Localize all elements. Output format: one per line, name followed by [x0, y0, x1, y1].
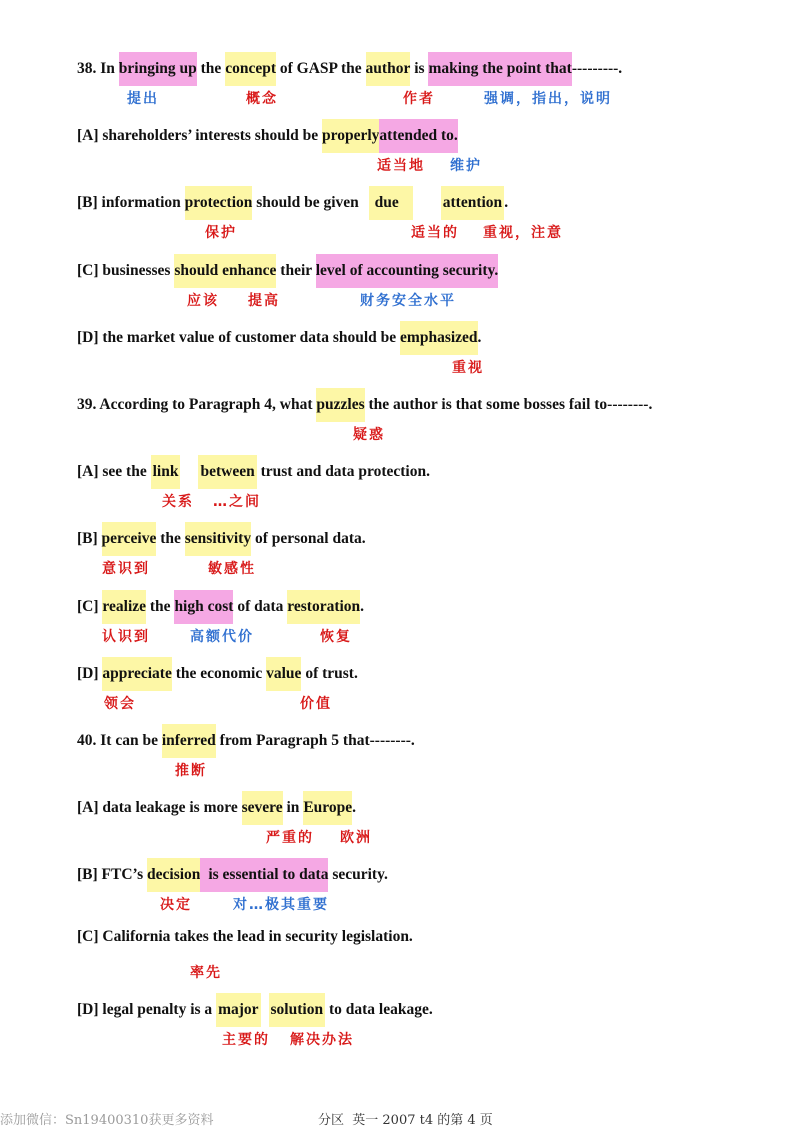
question-39-option-b [77, 522, 366, 556]
note-shidangde: 适当的 [411, 225, 459, 241]
highlight-concept: concept [225, 52, 276, 86]
note-linghui: 领会 [104, 696, 136, 712]
note-baohu: 保护 [205, 225, 237, 241]
question-39-option-c [77, 590, 364, 624]
highlight-between: between [198, 455, 256, 489]
note-shuaixian: 率先 [190, 965, 222, 981]
highlight-author: author [366, 52, 411, 86]
note-yinggai: 应该 [187, 293, 219, 309]
note-yanzhongde: 严重的 [266, 830, 314, 846]
note-jiqi-zhongyao: 对…极其重要 [233, 897, 329, 913]
text-segment: in [282, 799, 304, 816]
note-zhuyaode: 主要的 [222, 1032, 270, 1048]
note-zhijian: …之间 [213, 494, 261, 510]
text-segment: [C] businesses [77, 262, 175, 279]
note-guanxi: 关系 [162, 494, 194, 510]
text-segment: [A] data leakage is more [77, 799, 242, 816]
text-segment: the [146, 598, 175, 615]
note-jiazhi: 价值 [300, 696, 332, 712]
text-segment: 39. According to Paragraph 4, what [77, 396, 317, 413]
note-zuozhe: 作者 [403, 91, 435, 107]
question-38-option-d [77, 321, 481, 355]
highlight-should-enhance: should enhance [174, 254, 276, 288]
question-40-option-c [77, 926, 413, 948]
note-yihuo: 疑惑 [353, 427, 385, 443]
text-segment: of data [233, 598, 288, 615]
highlight-is-essential-to-data: is essential to data [200, 858, 328, 892]
highlight-attention: attention [441, 186, 504, 220]
note-weihu: 维护 [450, 158, 482, 174]
note-gainian: 概念 [246, 91, 278, 107]
text-segment: [C] California takes the lead in security legislation. [77, 928, 413, 945]
note-ouzhou: 欧洲 [340, 830, 372, 846]
text-segment: [D] the market value of customer data should be [77, 329, 401, 346]
note-yishidao: 意识到 [102, 561, 150, 577]
text-segment: . [360, 598, 365, 615]
question-38-option-b [77, 186, 508, 220]
highlight-link: link [151, 455, 181, 489]
highlight-europe: Europe [303, 791, 352, 825]
highlight-puzzles: puzzles [316, 388, 364, 422]
note-mingganxing: 敏感性 [208, 561, 256, 577]
note-huifu: 恢复 [320, 629, 352, 645]
highlight-realize: realize [102, 590, 146, 624]
footer-page-label: 分区 英一 2007 t4 的第 4 页 [318, 1113, 493, 1128]
note-jueding: 决定 [160, 897, 192, 913]
text-segment: the [196, 60, 226, 77]
highlight-emphasized: emphasized [400, 321, 478, 355]
note-zhongshi-zhuyi: 重视，注意 [483, 225, 563, 241]
text-segment: the [156, 530, 185, 547]
text-segment: of trust. [301, 665, 358, 682]
text-segment: security. [328, 866, 388, 883]
text-segment: the author is that some bosses fail to--------. [364, 396, 653, 413]
text-segment: [A] see the [77, 463, 151, 480]
question-40-stem [77, 724, 415, 758]
highlight-level-of-accounting-security: level of accounting security. [316, 254, 499, 288]
note-tigao: 提高 [248, 293, 280, 309]
text-segment: of GASP the [275, 60, 366, 77]
highlight-decision: decision [147, 858, 200, 892]
text-segment: ---------. [571, 60, 623, 77]
note-tichu: 提出 [127, 91, 159, 107]
question-39-stem [77, 388, 652, 422]
highlight-solution: solution [269, 993, 326, 1027]
text-segment: from Paragraph 5 that--------. [215, 732, 415, 749]
highlight-perceive: perceive [102, 522, 157, 556]
note-zhongshi: 重视 [452, 360, 484, 376]
highlight-properly: properly [322, 119, 379, 153]
text-segment: 40. It can be [77, 732, 162, 749]
highlight-sensitivity: sensitivity [185, 522, 251, 556]
note-shidangdi: 适当地 [377, 158, 425, 174]
text-segment: [B] [77, 530, 102, 547]
question-38-stem [77, 52, 622, 86]
question-39-option-d [77, 657, 358, 691]
question-38-option-c [77, 254, 498, 288]
text-segment: their [276, 262, 316, 279]
question-40-option-d [77, 993, 433, 1027]
highlight-inferred: inferred [162, 724, 216, 758]
highlight-restoration: restoration [287, 590, 360, 624]
note-caiwu-anquan: 财务安全水平 [360, 293, 456, 309]
note-tuiduan: 推断 [175, 763, 207, 779]
question-39-option-a [77, 455, 430, 489]
text-segment: [B] FTC’s [77, 866, 148, 883]
text-segment: should be given [252, 194, 363, 211]
highlight-due: due [369, 186, 413, 220]
note-jiejue-banfa: 解决办法 [290, 1032, 354, 1048]
text-segment: trust and data protection. [256, 463, 430, 480]
text-segment: the economic [171, 665, 267, 682]
note-qiangdiao: 强调，指出，说明 [484, 91, 612, 107]
highlight-high-cost: high cost [174, 590, 233, 624]
question-38-option-a [77, 119, 458, 153]
text-segment: [D] legal penalty is a [77, 1001, 217, 1018]
highlight-severe: severe [242, 791, 283, 825]
highlight-major: major [216, 993, 260, 1027]
question-40-option-b [77, 858, 388, 892]
text-segment: 38. In [77, 60, 119, 77]
highlight-making-the-point: making the point that [428, 52, 571, 86]
text-segment: [B] information [77, 194, 185, 211]
text-segment: is [410, 60, 429, 77]
text-segment: . [352, 799, 356, 816]
text-segment: . [504, 194, 509, 211]
highlight-bringing-up: bringing up [119, 52, 197, 86]
text-segment: [C] [77, 598, 103, 615]
text-segment: [D] [77, 665, 103, 682]
highlight-protection: protection [185, 186, 253, 220]
note-gaoe-daijia: 高额代价 [190, 629, 254, 645]
highlight-appreciate: appreciate [102, 657, 171, 691]
note-renshidao: 认识到 [102, 629, 150, 645]
text-segment: . [477, 329, 482, 346]
text-segment: of personal data. [251, 530, 366, 547]
highlight-value: value [266, 657, 301, 691]
question-40-option-a [77, 791, 356, 825]
text-segment: to data leakage. [325, 1001, 433, 1018]
highlight-attended-to: attended to. [379, 119, 457, 153]
footer-watermark: 添加微信：Sn19400310获更多资料 [0, 1113, 214, 1128]
text-segment: [A] shareholders’ interests should be [77, 127, 322, 144]
